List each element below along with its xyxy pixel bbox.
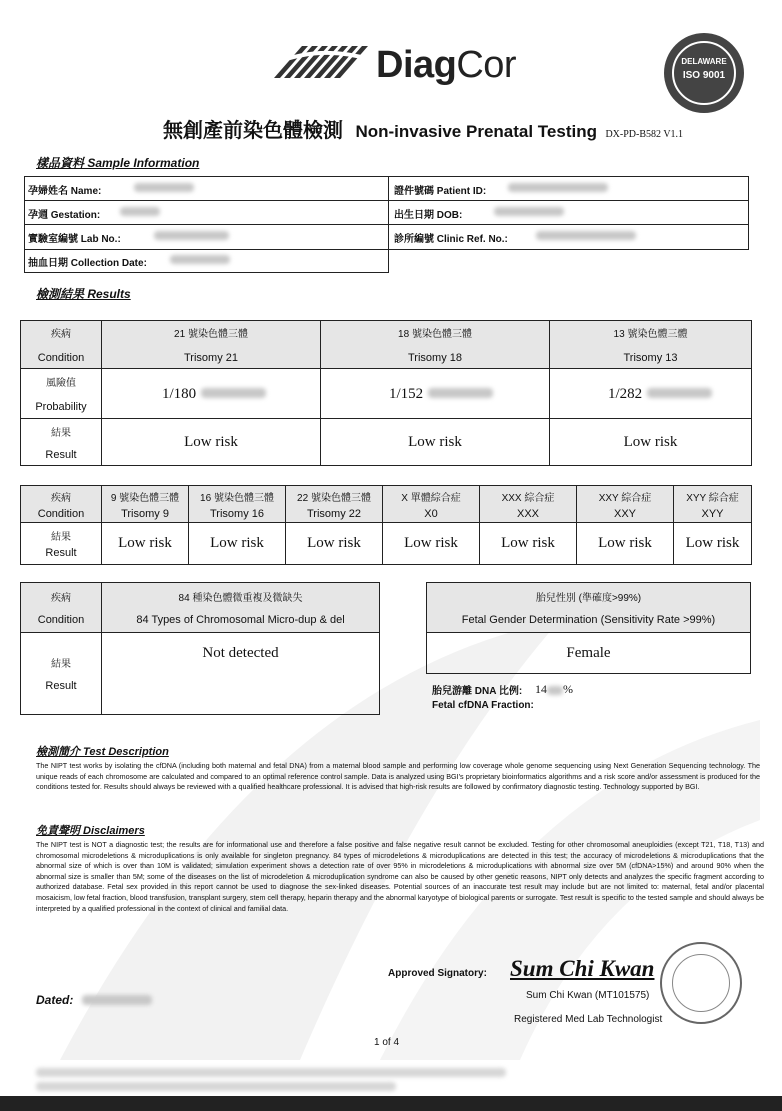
condition-zh: 疾病 bbox=[51, 329, 71, 340]
gender-en: Fetal Gender Determination (Sensitivity Rate >99%) bbox=[461, 614, 716, 626]
redacted-lab-no bbox=[154, 231, 229, 240]
approved-signatory-label: Approved Signatory: bbox=[388, 968, 487, 979]
microdeletion-table bbox=[20, 582, 380, 715]
result-en: Result bbox=[45, 448, 77, 461]
bottom-edge-band bbox=[0, 1096, 782, 1111]
condition-zh: 84 種染色體微重複及微缺失 bbox=[178, 593, 303, 604]
redacted-probability bbox=[428, 388, 493, 398]
result-zh: 結果 bbox=[51, 427, 71, 439]
condition-zh: X 單體綜合症 bbox=[401, 492, 461, 504]
test-description-heading: 檢測簡介 Test Description bbox=[36, 746, 169, 758]
condition-en: Trisomy 18 bbox=[408, 352, 462, 364]
disclaimers-heading: 免責聲明 Disclaimers bbox=[36, 825, 145, 837]
name-label: 孕婦姓名 Name: bbox=[28, 186, 102, 197]
redacted-collection-date bbox=[170, 255, 230, 264]
condition-en: Trisomy 21 bbox=[184, 352, 238, 364]
condition-zh: 疾病 bbox=[51, 593, 71, 604]
signatory-role: Registered Med Lab Technologist bbox=[514, 1014, 663, 1025]
title-zh: 無創產前染色體檢測 bbox=[163, 120, 343, 142]
condition-zh: 18 號染色體三體 bbox=[398, 329, 472, 340]
result-zh: 結果 bbox=[51, 532, 71, 543]
condition-zh: 16 號染色體三體 bbox=[200, 492, 274, 504]
microdel-header bbox=[102, 583, 380, 633]
xyy-header bbox=[674, 486, 752, 523]
signatory-name: Sum Chi Kwan (MT101575) bbox=[526, 990, 650, 1001]
condition-zh: XXX 綜合症 bbox=[501, 492, 555, 504]
test-description-text: The NIPT test works by isolating the cfDNA (including both maternal and fetal DNA) from a maternal blood sample and performing low coverage whole genome sequencing using Next Generation Sequencing technology. The unique reads of each chromosome are calculated and compared to an optimal reference control sample. Data is analyzed using BGI's proprietary bioinformatics algorithms and a risk score and/or assessment is produced for the conditions tested for. Results should always be reviewed with a qualified healthcare professional. It is advised that high-risk results are followed by confirmatory diagnostic testing. Technology supported by BGI. bbox=[36, 761, 760, 792]
patient-id-label: 證件號碼 Patient ID: bbox=[394, 186, 487, 197]
seal-line-2: ISO 9001 bbox=[682, 70, 726, 81]
condition-zh: 21 號染色體三體 bbox=[174, 329, 248, 340]
lab-stamp bbox=[660, 942, 742, 1024]
condition-zh: 疾病 bbox=[51, 492, 71, 504]
trisomy21-header bbox=[102, 321, 321, 369]
condition-zh: 9 號染色體三體 bbox=[110, 492, 180, 504]
other-aneuploidy-table bbox=[20, 485, 752, 565]
gender-table bbox=[426, 582, 751, 674]
probability-zh: 風險值 bbox=[46, 378, 76, 389]
dated-label: Dated: bbox=[36, 993, 74, 1007]
trisomy13-header bbox=[550, 321, 752, 369]
condition-zh: 13 號染色體三體 bbox=[613, 329, 688, 340]
result-zh: 結果 bbox=[51, 659, 71, 670]
xxy-header bbox=[577, 486, 674, 523]
condition-zh: XYY 綜合症 bbox=[686, 492, 739, 504]
gestation-label: 孕週 Gestation: bbox=[28, 210, 101, 221]
probability-value: 1/180 bbox=[162, 385, 197, 402]
gender-zh: 胎兒性別 (準確度>99%) bbox=[535, 593, 642, 604]
result-header bbox=[21, 633, 102, 715]
redacted-footer-line bbox=[36, 1082, 396, 1091]
condition-en: Trisomy 13 bbox=[623, 352, 678, 364]
condition-en: X0 bbox=[424, 507, 438, 520]
trisomy9-header bbox=[102, 486, 189, 523]
results-heading: 檢測結果 Results bbox=[36, 287, 131, 301]
probability-value: 1/282 bbox=[608, 385, 643, 402]
condition-en: Trisomy 22 bbox=[307, 507, 361, 520]
result-en: Result bbox=[45, 547, 77, 559]
condition-en: XXY bbox=[613, 507, 636, 520]
xxy-result: Low risk bbox=[577, 523, 674, 565]
trisomy21-result: Low risk bbox=[102, 419, 321, 466]
condition-header bbox=[21, 321, 102, 369]
condition-en: XXX bbox=[516, 507, 539, 520]
condition-en: 84 Types of Chromosomal Micro-dup & del bbox=[136, 614, 345, 626]
diagcor-logo-icon bbox=[272, 40, 374, 84]
xxx-result: Low risk bbox=[480, 523, 577, 565]
condition-en: Condition bbox=[37, 507, 85, 520]
trisomy13-probability bbox=[550, 369, 752, 419]
fraction-prefix: 14 bbox=[535, 682, 547, 696]
result-header bbox=[21, 523, 102, 565]
trisomy9-result: Low risk bbox=[102, 523, 189, 565]
form-code: DX-PD-B582 V1.1 bbox=[605, 129, 684, 140]
redacted-footer-line bbox=[36, 1068, 506, 1077]
xyy-result: Low risk bbox=[674, 523, 752, 565]
trisomy18-probability bbox=[321, 369, 550, 419]
collection-date-label: 抽血日期 Collection Date: bbox=[28, 258, 147, 269]
gender-result: Female bbox=[427, 633, 751, 674]
lab-no-label: 實驗室編號 Lab No.: bbox=[28, 234, 121, 245]
xxx-header bbox=[480, 486, 577, 523]
redacted-probability bbox=[201, 388, 266, 398]
redacted-date bbox=[82, 995, 152, 1005]
result-en: Result bbox=[45, 680, 77, 692]
trisomy13-result: Low risk bbox=[550, 419, 752, 466]
microdel-result: Not detected bbox=[102, 633, 380, 715]
dob-label: 出生日期 DOB: bbox=[394, 210, 463, 221]
brand-name-bold: Diag bbox=[376, 44, 457, 86]
condition-en: Condition bbox=[37, 352, 85, 364]
trisomy22-header bbox=[286, 486, 383, 523]
probability-header bbox=[21, 369, 102, 419]
probability-en: Probability bbox=[35, 401, 87, 413]
major-trisomy-table bbox=[20, 320, 752, 466]
redacted-dob bbox=[494, 207, 564, 216]
condition-en: Trisomy 9 bbox=[121, 507, 169, 520]
x0-header bbox=[383, 486, 480, 523]
condition-en: Condition bbox=[37, 614, 85, 626]
condition-en: XYY bbox=[701, 507, 724, 520]
fetal-fraction-value bbox=[535, 682, 573, 697]
seal-line-1: DELAWARE bbox=[681, 57, 727, 66]
condition-header bbox=[21, 486, 102, 523]
probability-value: 1/152 bbox=[389, 385, 424, 402]
gender-header bbox=[427, 583, 751, 633]
condition-zh: 22 號染色體三體 bbox=[297, 492, 371, 504]
sample-info-heading: 樣品資料 Sample Information bbox=[36, 156, 200, 170]
trisomy22-result: Low risk bbox=[286, 523, 383, 565]
redacted-clinic-ref bbox=[536, 231, 636, 240]
page-number: 1 of 4 bbox=[374, 1037, 400, 1048]
fetal-fraction-label-en: Fetal cfDNA Fraction: bbox=[432, 700, 534, 711]
disclaimers-text: The NIPT test is NOT a diagnostic test; the results are for informational use and therefore a false positive and false negative result cannot be excluded. Testing for other chromosomal aneuploidies (except T21, T18, T13) and chromosomal microdeletions & microduplications is only available for singleton pregnancy. 84 types of microdeletions & microduplications are detected in this test; the accuracy of microdeletions & microduplications that the abnormal size of which is over than 10M is validated; simulation experiment shows a detection rate of over 95% in microdeletions & microduplications with abnormal size over 5M (cfDNA>15%) and around 90% when the abnormal size is smaller than 5M; some of the diseases on the list of microdeletion & microduplication syndrome can also be caused by other genetic reasons, NIPT only detects and analyzes the specific fragment according to authorized database. Fetal sex provided in this report cannot be used to diagnose the sex-linked diseases. Potential sources of an inaccurate test result may include but are not limited to: maternal, fetal and/or placental mosaicism, low fetal fraction, blood transfusion, transplant surgery, stem cell therapy, heparin therapy and the abnormal karyotype of biological parents or surrogate. Test result is specific to the tested sample and should always be interpreted by a qualified professional in the context of clinical and familial data. bbox=[36, 840, 764, 913]
condition-header bbox=[21, 583, 102, 633]
condition-en: Trisomy 16 bbox=[210, 507, 264, 520]
iso-seal bbox=[664, 33, 744, 113]
trisomy21-probability bbox=[102, 369, 321, 419]
clinic-ref-label: 診所編號 Clinic Ref. No.: bbox=[394, 234, 508, 245]
report-title bbox=[163, 114, 683, 143]
result-header bbox=[21, 419, 102, 466]
redacted-name bbox=[134, 183, 194, 192]
trisomy18-header bbox=[321, 321, 550, 369]
fetal-fraction-label-zh: 胎兒游離 DNA 比例: bbox=[432, 686, 523, 697]
trisomy18-result: Low risk bbox=[321, 419, 550, 466]
redacted-fraction bbox=[547, 686, 563, 695]
redacted-probability bbox=[647, 388, 712, 398]
trisomy16-header bbox=[189, 486, 286, 523]
redacted-gestation bbox=[120, 207, 160, 216]
title-en: Non-invasive Prenatal Testing bbox=[355, 122, 597, 141]
sample-info-table bbox=[24, 176, 749, 274]
redacted-patient-id bbox=[508, 183, 608, 192]
trisomy16-result: Low risk bbox=[189, 523, 286, 565]
x0-result: Low risk bbox=[383, 523, 480, 565]
brand-name-light: Cor bbox=[456, 44, 517, 86]
handwritten-signature: Sum Chi Kwan bbox=[510, 956, 655, 981]
condition-zh: XXY 綜合症 bbox=[598, 492, 652, 504]
fraction-suffix: % bbox=[563, 682, 573, 696]
brand-name bbox=[376, 44, 516, 87]
